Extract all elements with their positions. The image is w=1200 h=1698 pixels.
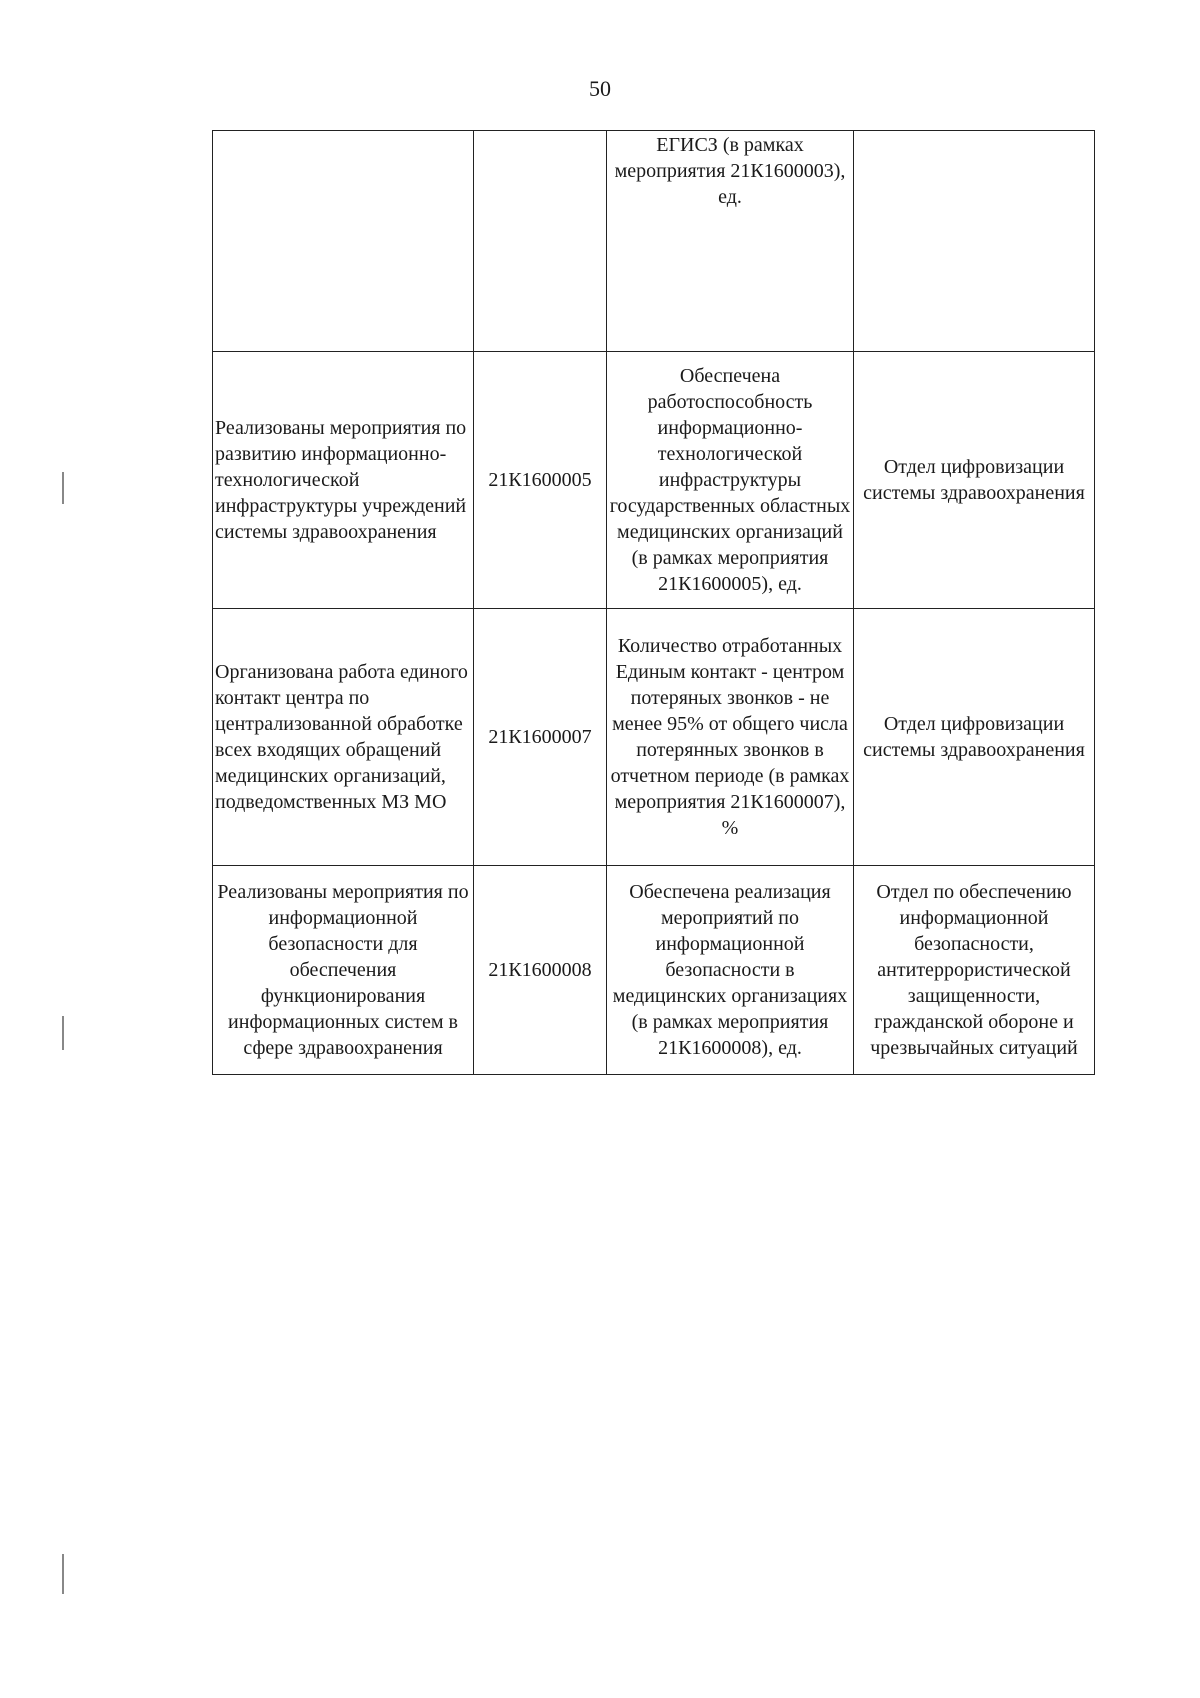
scan-mark [62,472,64,504]
scan-mark [62,1016,64,1050]
indicator-cell: Обеспечена работоспособность информационно-технологической инфраструктуры государственных областных медицинских организаций (в рамках мероприятия 21К1600005), ед. [607,352,854,609]
responsible-cell [854,131,1095,352]
result-cell: Реализованы мероприятия по информационной безопасности для обеспечения функционирования информационных систем в сфере здравоохранения [213,866,474,1075]
result-cell: Организована работа единого контакт центра по централизованной обработке всех входящих обращений медицинских организаций, подведомственных МЗ МО [213,609,474,866]
responsible-cell: Отдел цифровизации системы здравоохранения [854,609,1095,866]
indicator-cell: Количество отработанных Единым контакт - центром потеряных звонков - не менее 95% от общего числа потерянных звонков в отчетном периоде (в рамках мероприятия 21К1600007), % [607,609,854,866]
code-cell [474,131,607,352]
indicator-cell: Обеспечена реализация мероприятий по информационной безопасности в медицинских организациях (в рамках мероприятия 21К1600008), ед. [607,866,854,1075]
code-cell: 21К1600008 [474,866,607,1075]
table-row [213,352,1095,609]
scan-mark [62,1554,64,1594]
page-number: 50 [589,76,611,101]
table-row [213,131,1095,352]
measures-table [212,130,1095,1075]
code-cell: 21К1600005 [474,352,607,609]
table-row [213,866,1095,1075]
code-cell: 21К1600007 [474,609,607,866]
table-row [213,609,1095,866]
result-cell: Реализованы мероприятия по развитию информационно-технологической инфраструктуры учреждений системы здравоохранения [213,352,474,609]
result-cell [213,131,474,352]
indicator-cell: ЕГИСЗ (в рамках мероприятия 21К1600003), ед. [607,131,854,352]
responsible-cell: Отдел по обеспечению информационной безопасности, антитеррористической защищенности, гражданской обороне и чрезвычайных ситуаций [854,866,1095,1075]
responsible-cell: Отдел цифровизации системы здравоохранения [854,352,1095,609]
